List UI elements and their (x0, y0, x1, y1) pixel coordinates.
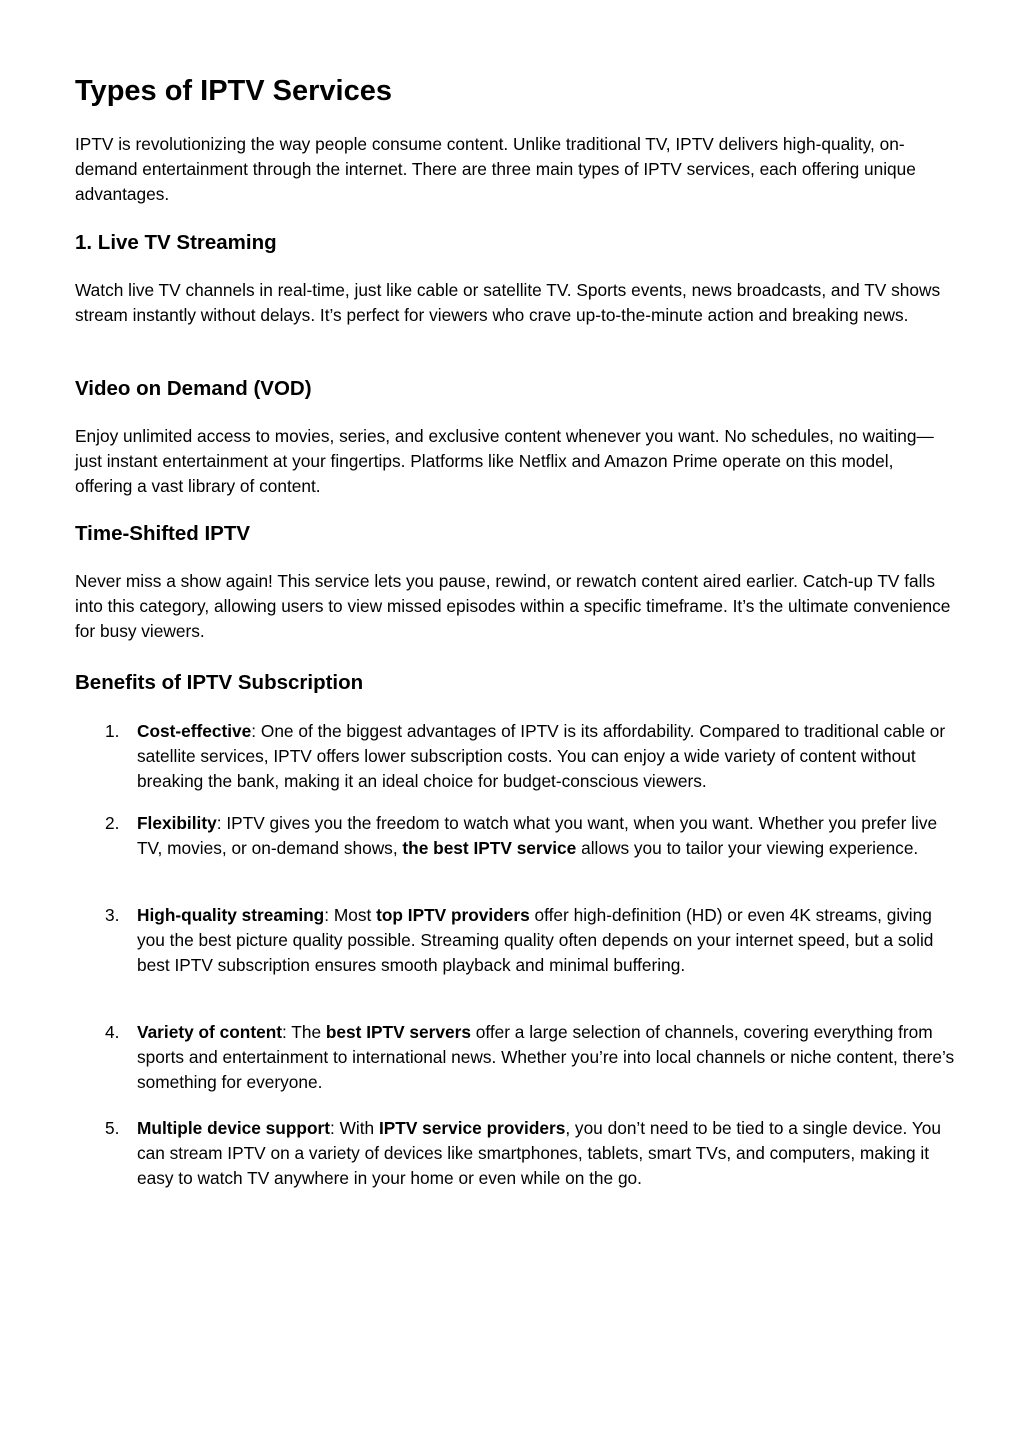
benefit-text: : IPTV gives you the freedom to watch what you want, when you want. Whether you prefer live TV, movies, or on-demand shows, (137, 813, 938, 858)
list-item-body (137, 903, 955, 978)
benefit-term: Cost-effective (137, 721, 252, 741)
benefit-keyword: the best IPTV service (402, 838, 577, 858)
benefit-term: Multiple device support (137, 1118, 330, 1138)
benefit-keyword: IPTV service providers (378, 1118, 566, 1138)
benefit-keyword: best IPTV servers (325, 1022, 471, 1042)
benefit-text: offer high-definition (HD) or even 4K streams, giving you the best picture quality possible. Streaming quality often depends on your internet speed, but a solid best IPTV subscription ensures smooth playback and minimal buffering. (137, 905, 934, 975)
benefit-text: : With (330, 1118, 379, 1138)
list-item-body (137, 1116, 955, 1191)
list-item-body (137, 1020, 955, 1095)
benefit-text: offer a large selection of channels, covering everything from sports and entertainment to international news. Whether you’re into local channels or niche content, there’s something for everyone. (137, 1022, 955, 1092)
section-text-time-shifted: Never miss a show again! This service lets you pause, rewind, or rewatch content aired earlier. Catch-up TV falls into this category, allowing users to view missed episodes within a specific timeframe. It’s the ultimate convenience for busy viewers. (75, 571, 951, 641)
benefit-keyword: top IPTV providers (376, 905, 530, 925)
benefit-text: : Most (324, 905, 377, 925)
benefit-term: Flexibility (137, 813, 217, 833)
benefit-term: High-quality streaming (137, 905, 325, 925)
list-item-body (137, 811, 955, 861)
section-heading-vod: Video on Demand (VOD) (75, 377, 312, 400)
benefit-text: allows you to tailor your viewing experience. (576, 838, 919, 858)
list-number: 1. (105, 721, 120, 741)
list-number: 3. (105, 905, 120, 925)
page-title: Types of IPTV Services (75, 75, 392, 107)
section-heading-live-tv: 1. Live TV Streaming (75, 231, 277, 254)
section-heading-time-shifted: Time-Shifted IPTV (75, 522, 251, 545)
benefit-text: : The (282, 1022, 326, 1042)
benefit-text: , you don’t need to be tied to a single device. You can stream IPTV on a variety of devices like smartphones, tablets, smart TVs, and computers, making it easy to watch TV anywhere in your home or even while on the go. (137, 1118, 942, 1188)
list-number: 4. (105, 1022, 120, 1042)
benefit-term: Variety of content (137, 1022, 282, 1042)
benefit-text: : One of the biggest advantages of IPTV is its affordability. Compared to traditional cable or satellite services, IPTV offers lower subscription costs. You can enjoy a wide variety of content without breaking the bank, making it an ideal choice for budget-conscious viewers. (137, 721, 946, 791)
list-number: 5. (105, 1118, 120, 1138)
intro-paragraph: IPTV is revolutionizing the way people consume content. Unlike traditional TV, IPTV delivers high-quality, on-demand entertainment through the internet. There are three main types of IPTV services, each offering unique advantages. (75, 134, 916, 204)
benefits-heading: Benefits of IPTV Subscription (75, 671, 364, 694)
list-item-body (137, 719, 955, 794)
list-number: 2. (105, 813, 120, 833)
section-text-live-tv: Watch live TV channels in real-time, just like cable or satellite TV. Sports events, news broadcasts, and TV shows stream instantly without delays. It’s perfect for viewers who crave up-to-the-minute action and breaking news. (75, 280, 941, 325)
section-text-vod: Enjoy unlimited access to movies, series, and exclusive content whenever you want. No schedules, no waiting—just instant entertainment at your fingertips. Platforms like Netflix and Amazon Prime operate on this model, offering a vast library of content. (75, 426, 934, 496)
